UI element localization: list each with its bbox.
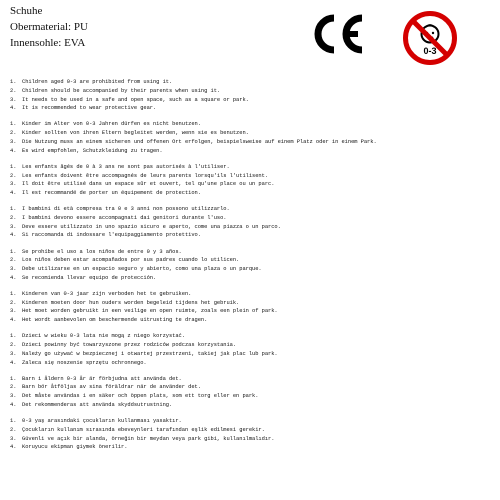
instruction-line	[10, 129, 492, 138]
instruction-text: Kinder sollten von ihren Eltern begleitet werden, wenn sie es benutzen.	[22, 130, 249, 137]
instruction-line	[10, 392, 492, 401]
instruction-line	[10, 189, 492, 198]
instruction-text: Debe utilizarse en un espacio seguro y abierto, como una plaza o un parque.	[22, 266, 262, 273]
instruction-section	[10, 375, 492, 410]
instruction-number: 1.	[10, 333, 17, 340]
instruction-text: Deve essere utilizzato in uno spazio sicuro e aperto, come una piazza o un parco.	[22, 223, 281, 230]
instruction-text: Dzieci w wieku 0-3 lata nie mogą z niego korzystać.	[22, 333, 185, 340]
instruction-number: 2.	[10, 384, 17, 391]
instruction-text: Children should be accompanied by their parents when using it.	[22, 87, 221, 94]
instruction-line	[10, 265, 492, 274]
instruction-line	[10, 180, 492, 189]
instruction-number: 1.	[10, 121, 17, 128]
instruction-section	[10, 290, 492, 325]
instruction-number: 1.	[10, 248, 17, 255]
instruction-number: 1.	[10, 375, 17, 382]
instruction-line	[10, 104, 492, 113]
instruction-number: 2.	[10, 87, 17, 94]
instruction-line	[10, 87, 492, 96]
instruction-number: 2.	[10, 214, 17, 221]
instruction-number: 4.	[10, 190, 17, 197]
product-type: Schuhe	[10, 5, 43, 17]
instruction-text: Les enfants doivent être accompagnés de leurs parents lorsqu'ils l'utilisent.	[22, 172, 269, 179]
instruction-section	[10, 78, 492, 113]
instruction-line	[10, 290, 492, 299]
instruction-line	[10, 307, 492, 316]
instruction-line	[10, 332, 492, 341]
instruction-text: Zaleca się noszenie sprzętu ochronnego.	[22, 359, 147, 366]
instruction-section	[10, 120, 492, 155]
instruction-line	[10, 223, 492, 232]
instruction-text: Si raccomanda di indossare l'equipaggiamento protettivo.	[22, 232, 201, 239]
instruction-text: Es wird empfohlen, Schutzkleidung zu tragen.	[22, 147, 163, 154]
instruction-text: Die Nutzung muss an einem sicheren und offenen Ort erfolgen, beispielsweise auf einem Platz oder in einem Park.	[22, 138, 377, 145]
instruction-line	[10, 248, 492, 257]
instruction-text: Les enfants âgés de 0 à 3 ans ne sont pas autorisés à l'utiliser.	[22, 163, 230, 170]
instruction-text: I bambini devono essere accompagnati dai genitori durante l'uso.	[22, 214, 227, 221]
instruction-text: Children aged 0-3 are prohibited from using it.	[22, 79, 173, 85]
instruction-line	[10, 138, 492, 147]
instruction-text: Se recomienda llevar equipo de protección.	[22, 274, 157, 281]
instruction-section	[10, 163, 492, 198]
instruction-line	[10, 205, 492, 214]
instruction-line	[10, 96, 492, 105]
instruction-number: 3.	[10, 350, 17, 357]
instruction-number: 3.	[10, 181, 17, 188]
instruction-text: Se prohíbe el uso a los niños de entre 0 y 3 años.	[22, 248, 182, 255]
instruction-text: Het moet worden gebruikt in een veilige en open ruimte, zoals een plein of park.	[22, 308, 278, 315]
instruction-number: 1.	[10, 418, 17, 425]
instruction-line	[10, 163, 492, 172]
instruction-text: Barn i åldern 0-3 år är förbjudna att använda det.	[22, 375, 182, 382]
instruction-number: 2.	[10, 172, 17, 179]
instruction-text: Los niños deben estar acompañados por sus padres cuando lo utilicen.	[22, 257, 240, 264]
instruction-number: 2.	[10, 130, 17, 137]
instruction-number: 3.	[10, 266, 17, 273]
instruction-line	[10, 350, 492, 359]
instruction-number: 2.	[10, 342, 17, 349]
ce-mark-icon	[312, 14, 368, 54]
instruction-text: Dzieci powinny być towarzyszone przez rodziców podczas korzystania.	[22, 342, 237, 349]
insole-material: Innensohle: EVA	[10, 37, 86, 49]
instruction-line	[10, 375, 492, 384]
instruction-number: 4.	[10, 444, 17, 451]
instruction-number: 3.	[10, 393, 17, 400]
instruction-number: 1.	[10, 79, 17, 85]
instruction-number: 4.	[10, 105, 17, 112]
instruction-number: 3.	[10, 138, 17, 145]
instruction-number: 1.	[10, 206, 17, 213]
instruction-line	[10, 435, 492, 444]
instruction-section	[10, 205, 492, 240]
instruction-text: Kinderen van 0-3 jaar zijn verboden het te gebruiken.	[22, 290, 192, 297]
instruction-text: 0-3 yaş arasındaki çocukların kullanması yasaktır.	[22, 418, 182, 425]
instruction-number: 2.	[10, 299, 17, 306]
instruction-line	[10, 214, 492, 223]
instruction-text: Çocukların kullanım sırasında ebeveynleri tarafından eşlik edilmesi gerekir.	[22, 426, 265, 433]
instruction-text: It needs to be used in a safe and open space, such as a square or park.	[22, 96, 249, 103]
instruction-line	[10, 417, 492, 426]
age-warning-label: 0-3	[423, 46, 437, 56]
instruction-text: Koruyucu ekipman giymek önerilir.	[22, 444, 128, 451]
instruction-text: Det måste användas i en säker och öppen plats, som ett torg eller en park.	[22, 393, 259, 400]
instruction-text: It is recommended to wear protective gear.	[22, 105, 157, 112]
instruction-number: 4.	[10, 317, 17, 324]
instruction-number: 2.	[10, 426, 17, 433]
instruction-number: 3.	[10, 435, 17, 442]
instruction-line	[10, 426, 492, 435]
instruction-line	[10, 359, 492, 368]
instruction-line	[10, 120, 492, 129]
instruction-number: 3.	[10, 223, 17, 230]
instruction-text: Het wordt aanbevolen om beschermende uitrusting te dragen.	[22, 317, 208, 324]
instruction-number: 4.	[10, 232, 17, 239]
safety-instructions	[10, 78, 492, 460]
instruction-number: 3.	[10, 308, 17, 315]
upper-material: Obermaterial: PU	[10, 21, 88, 33]
instruction-section	[10, 417, 492, 452]
instruction-line	[10, 172, 492, 181]
instruction-line	[10, 443, 492, 452]
age-warning-icon	[402, 10, 458, 66]
instruction-text: Il est recommandé de porter un équipement de protection.	[22, 190, 201, 197]
instruction-line	[10, 299, 492, 308]
instruction-text: Güvenli ve açık bir alanda, örneğin bir meydan veya park gibi, kullanılmalıdır.	[22, 435, 275, 442]
instruction-line	[10, 341, 492, 350]
instruction-line	[10, 316, 492, 325]
instruction-text: Kinder im Alter von 0-3 Jahren dürfen es nicht benutzen.	[22, 121, 201, 128]
instruction-text: Należy go używać w bezpiecznej i otwartej przestrzeni, takiej jak plac lub park.	[22, 350, 278, 357]
instruction-number: 4.	[10, 401, 17, 408]
instruction-text: I bambini di età compresa tra 0 e 3 anni non possono utilizzarlo.	[22, 206, 230, 213]
instruction-text: Barn bör åtföljas av sina föräldrar när de använder det.	[22, 384, 201, 391]
instruction-number: 2.	[10, 257, 17, 264]
instruction-line	[10, 401, 492, 410]
instruction-number: 4.	[10, 274, 17, 281]
product-info-header	[10, 4, 88, 52]
instruction-number: 1.	[10, 290, 17, 297]
instruction-line	[10, 256, 492, 265]
instruction-number: 4.	[10, 147, 17, 154]
instruction-number: 4.	[10, 359, 17, 366]
instruction-line	[10, 78, 492, 87]
instruction-text: Det rekommenderas att använda skyddsutrustning.	[22, 401, 173, 408]
instruction-number: 1.	[10, 163, 17, 170]
instruction-line	[10, 147, 492, 156]
instruction-section	[10, 332, 492, 367]
instruction-line	[10, 231, 492, 240]
instruction-text: Kinderen moeten door hun ouders worden begeleid tijdens het gebruik.	[22, 299, 240, 306]
instruction-section	[10, 248, 492, 283]
instruction-number: 3.	[10, 96, 17, 103]
instruction-text: Il doit être utilisé dans un espace sûr et ouvert, tel qu'une place ou un parc.	[22, 181, 275, 188]
instruction-line	[10, 274, 492, 283]
instruction-line	[10, 383, 492, 392]
